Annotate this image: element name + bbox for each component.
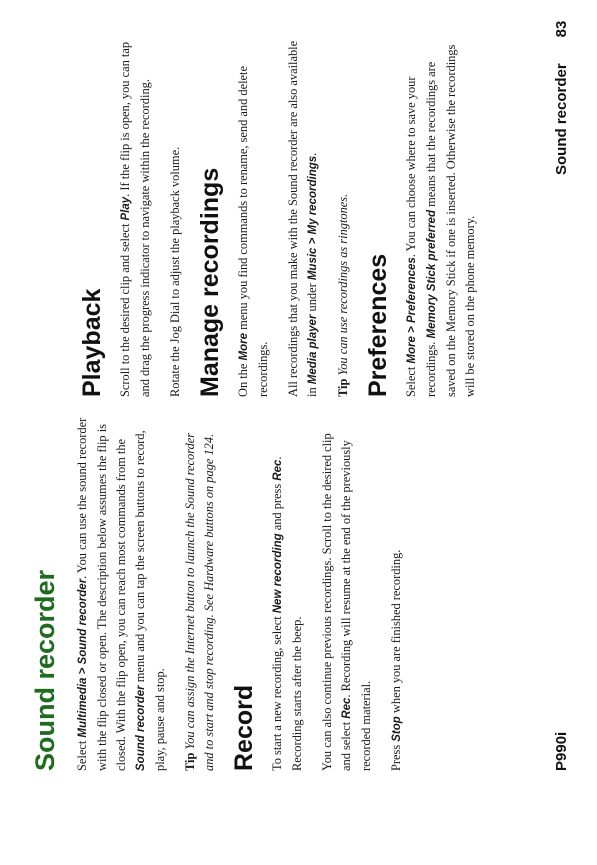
text-run: To start a new recording, select: [270, 613, 284, 771]
record-paragraph-3: [387, 416, 407, 771]
text-run: Press: [389, 741, 403, 771]
text-run: when you are finished recording.: [389, 549, 403, 717]
page-number: 83: [553, 20, 570, 38]
menu-name: Sound recorder: [135, 685, 147, 771]
preferences-paragraph: [402, 37, 480, 397]
setting-name: Memory Stick preferred: [426, 210, 438, 339]
text-run: . Recording starts after the beep.: [270, 456, 304, 771]
record-heading: Record: [230, 684, 258, 771]
preferences-heading: Preferences: [364, 253, 392, 397]
tip-label: Tip: [183, 752, 197, 771]
text-run: On the: [236, 360, 250, 397]
text-run: and press: [270, 480, 284, 534]
text-run: . Recording will resume at the end of the previously recorded material.: [339, 440, 373, 771]
manage-heading: Manage recordings: [196, 167, 224, 397]
playback-paragraph-1: [116, 37, 155, 397]
text-run: Select: [75, 737, 89, 771]
footer-section: [553, 21, 570, 175]
manage-paragraph-1: [234, 37, 273, 397]
text-run: All recordings that you make with the Sound recorder are also available in: [286, 40, 319, 397]
command-name: New recording: [272, 533, 284, 614]
text-run: Scroll to the desired clip and select: [118, 220, 132, 397]
command-name: Rec: [341, 697, 353, 719]
text-run: . You can choose where to save your recordings.: [404, 76, 438, 397]
text-run: means that the recordings are saved on the Memory Stick if one is inserted. Otherwise the recordings will be stored on the phone memory.: [424, 44, 477, 397]
footer-model: P990i: [553, 731, 570, 771]
menu-path: Multimedia > Sound recorder: [77, 578, 89, 738]
text-run: Select: [404, 363, 418, 397]
app-name: Media player: [307, 314, 319, 385]
command-name: Rec: [272, 459, 284, 481]
command-name: Stop: [391, 716, 403, 742]
text-run: menu you find commands to rename, send and delete recordings.: [236, 66, 270, 397]
page-title: Sound recorder: [30, 569, 60, 771]
text-run: under: [305, 280, 319, 315]
tip-paragraph: [334, 37, 353, 397]
menu-name: More: [238, 333, 250, 361]
intro-paragraph: [73, 416, 170, 771]
record-paragraph-1: [268, 416, 307, 771]
text-run: . You can use the sound recorder with the flip closed or open. The description below assumes the flip is closed. With the flip open, you can reach most commands from the: [75, 417, 128, 771]
manage-paragraph-2: [284, 37, 323, 397]
text-run: menu and you can tap the screen buttons to record, play, pause and stop.: [133, 430, 167, 771]
menu-path: More > Preferences: [406, 257, 418, 364]
right-column: [78, 37, 491, 397]
left-column: [30, 416, 418, 771]
menu-path: Music > My recordings: [307, 155, 319, 281]
tip-paragraph: [181, 416, 219, 771]
tip-text: You can use recordings as ringtones.: [336, 193, 350, 376]
command-name: Play: [120, 196, 132, 221]
text-run: .: [305, 152, 319, 156]
text-run: . If the flip is open, you can tap and drag the progress indicator to navigate within the recording.: [118, 41, 152, 397]
playback-paragraph-2: Rotate the Jog Dial to adjust the playback volume.: [168, 146, 182, 397]
tip-label: Tip: [336, 378, 350, 397]
playback-heading: Playback: [78, 288, 106, 397]
text-run: You can also continue previous recordings. Scroll to the desired clip and select: [320, 433, 353, 771]
tip-text: You can assign the Internet button to launch the Sound recorder and to start and stop recording. See Hardware buttons on page 124.: [183, 432, 216, 771]
record-paragraph-2: [318, 416, 376, 771]
footer-section-name: Sound recorder: [553, 63, 570, 175]
